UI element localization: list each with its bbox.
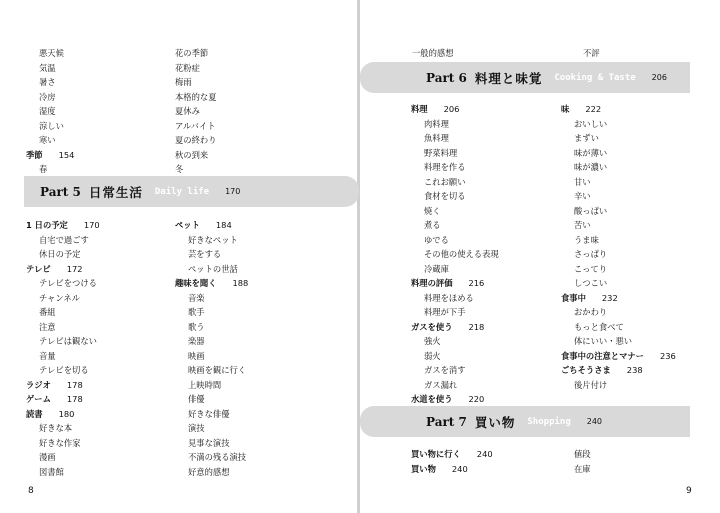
index-entry [26, 148, 74, 163]
entry-text: 食事中 [561, 292, 586, 303]
entry-text: さっぱり [574, 249, 608, 259]
entry-text: 俳優 [188, 394, 205, 404]
entry-text: しつこい [574, 278, 608, 288]
index-entry [175, 276, 248, 291]
index-entry [411, 392, 499, 407]
index-entry [411, 131, 499, 146]
entry-text: 体にいい・悪い [574, 336, 633, 346]
entry-page-number: 180 [58, 408, 75, 419]
index-entry [26, 46, 74, 61]
entry-text: 気温 [39, 62, 56, 73]
entry-text: 漫画 [39, 452, 56, 462]
index-entry [26, 436, 100, 451]
entry-text: 梅雨 [175, 77, 192, 87]
page-number-right: 9 [686, 486, 692, 496]
index-entry [411, 233, 499, 248]
entry-text: もっと食べて [574, 321, 624, 332]
entry-page-number: 218 [468, 321, 485, 332]
entry-page-number: 170 [83, 220, 100, 230]
index-entry [26, 320, 100, 335]
index-entry [561, 204, 676, 219]
entry-text: チャンネル [39, 292, 80, 303]
entry-text: 暑さ [39, 77, 56, 87]
index-entry [175, 148, 217, 163]
entry-text: 映画を観に行く [188, 365, 247, 375]
right-bottom-col1 [411, 447, 493, 476]
index-entry [26, 75, 74, 90]
part7-title-en: Shopping [527, 416, 571, 427]
right-top-item1: 一般的感想 [412, 48, 454, 58]
index-entry [561, 334, 676, 349]
entry-text: 夏休み [175, 106, 200, 116]
index-entry [411, 320, 499, 335]
index-entry [26, 305, 100, 320]
entry-text: まずい [574, 133, 599, 143]
entry-page-number: 220 [468, 394, 485, 404]
index-entry [411, 247, 499, 262]
index-entry [561, 218, 676, 233]
index-entry [26, 291, 100, 306]
part6-page: 206 [651, 73, 667, 82]
entry-text: 焼く [424, 205, 441, 216]
entry-text: 歌う [188, 321, 205, 332]
entry-page-number: 236 [659, 350, 676, 361]
entry-text: ラジオ [26, 379, 51, 390]
index-entry [26, 247, 100, 262]
right-col2 [561, 102, 676, 392]
left-bottom-col1 [26, 218, 100, 479]
index-entry [26, 162, 74, 177]
entry-text: 味 [561, 104, 570, 114]
entry-page-number: 188 [232, 278, 249, 288]
index-entry [411, 291, 499, 306]
entry-text: 歌手 [188, 307, 205, 317]
entry-text: 上映時間 [188, 379, 222, 390]
entry-text: テレビは観ない [39, 336, 97, 346]
index-entry [175, 90, 217, 105]
entry-text: おかわり [574, 307, 608, 317]
entry-text: 冷房 [39, 91, 56, 102]
entry-page-number: 222 [585, 104, 602, 114]
index-entry [411, 102, 499, 117]
entry-text: 酸っぱい [574, 205, 608, 216]
part7-title-jp: 買い物 [474, 414, 516, 430]
index-entry [561, 117, 676, 132]
entry-text: 秋の到来 [175, 149, 209, 160]
entry-page-number: 206 [443, 104, 460, 114]
index-entry [175, 349, 248, 364]
index-entry [175, 61, 217, 76]
index-entry [26, 262, 100, 277]
entry-text: 強火 [424, 336, 441, 346]
entry-text: 図書館 [39, 466, 64, 477]
part7-banner [360, 406, 690, 437]
index-entry [175, 218, 248, 233]
index-entry [175, 363, 248, 378]
index-entry [411, 363, 499, 378]
index-entry [561, 349, 676, 364]
index-entry [561, 160, 676, 175]
entry-text: 水道を使う [411, 394, 453, 404]
index-entry [26, 104, 74, 119]
index-entry [26, 233, 100, 248]
entry-text: 季節 [26, 149, 43, 160]
entry-text: 読書 [26, 408, 43, 419]
entry-text: 音量 [39, 350, 56, 361]
index-entry [561, 146, 676, 161]
index-entry [411, 218, 499, 233]
part6-title-en: Cooking & Taste [554, 72, 636, 83]
entry-text: 楽器 [188, 336, 205, 346]
entry-text: 花粉症 [175, 62, 200, 73]
index-entry [26, 90, 74, 105]
entry-text: 春 [39, 164, 48, 174]
index-entry [175, 162, 217, 177]
entry-text: ガス漏れ [424, 379, 458, 390]
part6-number: Part 6 [426, 70, 467, 85]
entry-text: テレビを切る [39, 365, 89, 375]
entry-text: 野菜料理 [424, 147, 458, 158]
entry-text: 料理の評価 [411, 278, 453, 288]
index-entry [411, 262, 499, 277]
part5-banner [24, 176, 359, 207]
index-entry [175, 378, 248, 393]
entry-text: おいしい [574, 118, 608, 129]
entry-text: ペット [175, 220, 200, 230]
index-entry [411, 447, 493, 462]
left-top-col1 [26, 46, 74, 177]
right-col1 [411, 102, 499, 407]
right-top-item2: 不評 [583, 48, 600, 58]
entry-text: ガスを使う [411, 321, 453, 332]
part7-page: 240 [586, 417, 603, 426]
index-entry [26, 133, 74, 148]
index-entry [175, 104, 217, 119]
entry-text: 味が濃い [574, 162, 608, 172]
entry-text: 料理を作る [424, 162, 466, 172]
entry-text: ごちそうさま [561, 365, 611, 375]
entry-text: 好きな俳優 [188, 408, 230, 419]
entry-text: 在庫 [574, 463, 591, 474]
index-entry [561, 276, 676, 291]
left-top-col2 [175, 46, 217, 177]
index-entry [561, 262, 676, 277]
entry-text: 見事な演技 [188, 437, 230, 448]
entry-text: 冬 [175, 164, 184, 174]
entry-text: こってり [574, 263, 608, 274]
index-entry [175, 119, 217, 134]
entry-text: 味が薄い [574, 147, 608, 158]
index-entry [26, 407, 100, 422]
page-number-left: 8 [28, 486, 34, 496]
part5-title-jp: 日常生活 [88, 184, 143, 200]
entry-text: 買い物 [411, 463, 436, 474]
index-entry [411, 378, 499, 393]
entry-text: 甘い [574, 176, 591, 187]
part5-title-en: Daily life [154, 186, 210, 197]
index-entry [26, 465, 100, 480]
part6-title-jp: 料理と味覚 [474, 70, 543, 86]
index-entry [26, 378, 100, 393]
index-entry [561, 131, 676, 146]
index-entry [175, 233, 248, 248]
entry-text: 買い物に行く [411, 449, 461, 459]
index-entry [561, 189, 676, 204]
entry-text: 好意的感想 [188, 466, 230, 477]
entry-text: 演技 [188, 423, 205, 433]
entry-text: これお願い [424, 176, 466, 187]
entry-text: 本格的な夏 [175, 91, 217, 102]
entry-text: 魚料理 [424, 133, 449, 143]
index-entry [175, 465, 248, 480]
index-entry [561, 305, 676, 320]
entry-text: 食材を切る [424, 191, 466, 201]
right-bottom-col2 [561, 447, 591, 476]
index-entry [26, 392, 100, 407]
index-entry [175, 305, 248, 320]
entry-page-number: 216 [468, 278, 485, 288]
entry-text: ゆでる [424, 234, 449, 245]
index-entry [561, 247, 676, 262]
index-entry [175, 436, 248, 451]
index-entry [561, 233, 676, 248]
entry-text: 芸をする [188, 249, 222, 259]
entry-text: 休日の予定 [39, 249, 81, 259]
entry-text: ゲーム [26, 394, 51, 404]
index-entry [175, 450, 248, 465]
index-entry [175, 407, 248, 422]
entry-text: 冷蔵庫 [424, 263, 449, 274]
entry-text: ガスを消す [424, 365, 466, 375]
index-entry [561, 363, 676, 378]
entry-text: 花の季節 [175, 48, 209, 58]
entry-page-number: 240 [451, 463, 468, 474]
entry-text: 食事中の注意とマナー [561, 350, 644, 361]
index-entry [175, 291, 248, 306]
index-entry [561, 378, 676, 393]
index-entry [175, 262, 248, 277]
part5-number: Part 5 [40, 184, 81, 199]
index-entry [26, 421, 100, 436]
entry-text: 好きな作家 [39, 437, 81, 448]
index-entry [561, 291, 676, 306]
index-entry [411, 117, 499, 132]
entry-text: 番組 [39, 307, 56, 317]
index-entry [561, 320, 676, 335]
entry-text: テレビをつける [39, 278, 97, 288]
entry-text: 後片付け [574, 379, 608, 390]
index-entry [175, 75, 217, 90]
index-entry [26, 363, 100, 378]
entry-page-number: 232 [601, 292, 618, 303]
index-entry [175, 320, 248, 335]
entry-text: 夏の終わり [175, 135, 217, 145]
index-entry [561, 462, 591, 477]
index-entry [26, 450, 100, 465]
entry-page-number: 240 [476, 449, 493, 459]
index-entry [411, 462, 493, 477]
index-entry [26, 61, 74, 76]
index-entry [411, 305, 499, 320]
entry-text: その他の使える表現 [424, 249, 499, 259]
index-entry [175, 392, 248, 407]
entry-text: アルバイト [175, 120, 216, 131]
index-entry [26, 334, 100, 349]
entry-text: うま味 [574, 234, 599, 245]
index-entry [26, 218, 100, 233]
entry-text: 好きなペット [188, 234, 238, 245]
index-entry [411, 160, 499, 175]
entry-text: 注意 [39, 321, 56, 332]
index-entry [26, 119, 74, 134]
index-entry [411, 204, 499, 219]
entry-text: テレビ [26, 263, 51, 274]
entry-text: 料理をほめる [424, 292, 474, 303]
part5-page: 170 [225, 187, 241, 196]
left-bottom-col2 [175, 218, 248, 479]
entry-page-number: 238 [626, 365, 643, 375]
entry-text: 肉料理 [424, 118, 449, 129]
index-entry [411, 146, 499, 161]
entry-text: 湿度 [39, 106, 56, 116]
entry-text: 好きな本 [39, 423, 73, 433]
entry-page-number: 178 [66, 379, 83, 390]
entry-text: 煮る [424, 220, 441, 230]
entry-page-number: 178 [66, 394, 83, 404]
index-entry [175, 247, 248, 262]
index-entry [175, 421, 248, 436]
index-entry [411, 276, 499, 291]
index-entry [26, 276, 100, 291]
entry-page-number: 154 [58, 149, 75, 160]
index-entry [411, 189, 499, 204]
entry-text: 映画 [188, 350, 205, 361]
entry-text: 趣味を聞く [175, 278, 217, 288]
entry-text: 悪天候 [39, 48, 64, 58]
entry-text: 1 日の予定 [26, 220, 68, 230]
entry-text: 涼しい [39, 120, 64, 131]
entry-text: ペットの世話 [188, 263, 238, 274]
entry-text: 苦い [574, 220, 591, 230]
entry-text: 寒い [39, 135, 56, 145]
entry-text: 料理 [411, 104, 428, 114]
index-entry [175, 133, 217, 148]
index-entry [411, 175, 499, 190]
index-entry [561, 447, 591, 462]
entry-text: 不満の残る演技 [188, 452, 247, 462]
part7-number: Part 7 [426, 414, 467, 429]
index-entry [411, 349, 499, 364]
entry-page-number: 184 [215, 220, 232, 230]
entry-text: 辛い [574, 191, 591, 201]
index-entry [26, 349, 100, 364]
index-entry [175, 46, 217, 61]
entry-text: 料理が下手 [424, 307, 466, 317]
part6-banner [360, 62, 690, 93]
index-entry [411, 334, 499, 349]
index-entry [175, 334, 248, 349]
entry-text: 音楽 [188, 292, 205, 303]
entry-text: 値段 [574, 449, 591, 459]
entry-page-number: 172 [66, 263, 83, 274]
index-entry [561, 102, 676, 117]
entry-text: 弱火 [424, 350, 441, 361]
index-entry [561, 175, 676, 190]
entry-text: 自宅で過ごす [39, 234, 89, 245]
